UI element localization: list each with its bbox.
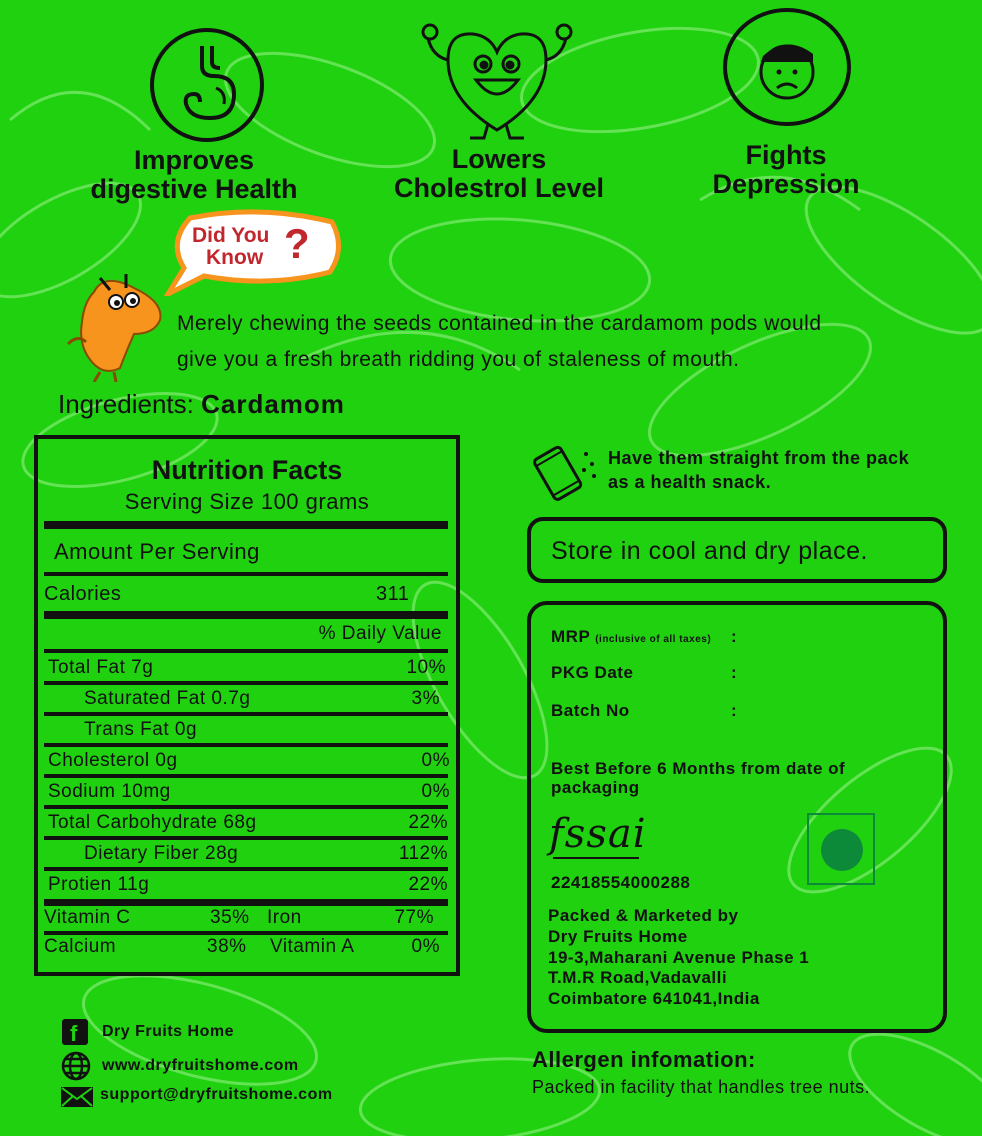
divider [44, 931, 448, 935]
benefit-line1: Improves [133, 145, 255, 175]
divider [44, 572, 448, 576]
batch-no-label: Batch No [551, 701, 630, 720]
fssai-logo: fssai [549, 811, 647, 857]
fssai-underline [553, 857, 639, 859]
stomach-icon [150, 28, 264, 142]
nutrient-value: 0% [421, 781, 450, 802]
divider-thick [44, 521, 448, 529]
divider [44, 805, 448, 809]
benefit-digestive [60, 146, 328, 204]
nutrient-label: Total Carbohydrate 68g [48, 812, 257, 833]
nutrition-facts-panel [34, 435, 460, 976]
serving-size: Serving Size 100 grams [124, 489, 370, 514]
question-mark-icon: ? [284, 220, 310, 267]
did-you-know-bubble [160, 208, 344, 296]
nutrient-label: Dietary Fiber 28g [84, 843, 239, 864]
benefit-line1: Fights [745, 140, 827, 170]
did-you-know-line2: Know [206, 246, 264, 269]
facebook-link[interactable]: Dry Fruits Home [102, 1023, 234, 1040]
storage-text: Store in cool and dry place. [551, 537, 868, 565]
divider [44, 836, 448, 840]
nutrient-label: Trans Fat 0g [84, 719, 198, 740]
email-link[interactable]: support@dryfruitshome.com [100, 1086, 333, 1103]
nutrient-label: Sodium 10mg [48, 781, 171, 802]
nutrient-value: 10% [406, 657, 446, 678]
fssai-number: 22418554000288 [551, 873, 691, 892]
ingredients-label: Ingredients: [58, 389, 194, 419]
storage-box [527, 517, 947, 583]
packed-line5: Coimbatore 641041,India [548, 989, 760, 1008]
snack-line1: Have them straight from the pack [608, 448, 910, 468]
benefit-cholestrol [364, 145, 634, 203]
best-before-line1: Best Before 6 Months from date of [551, 759, 846, 778]
website-link[interactable]: www.dryfruitshome.com [102, 1057, 299, 1074]
amount-per-serving: Amount Per Serving [54, 539, 260, 564]
vitamin-label: Calcium [44, 936, 117, 957]
mrp-note: (inclusive of all taxes) [595, 634, 712, 645]
veg-mark-icon [807, 813, 875, 885]
benefit-depression [690, 141, 882, 199]
vitamin-label: Vitamin A [270, 936, 355, 957]
best-before-line2: packaging [551, 778, 640, 797]
pkg-date-colon: : [731, 663, 738, 682]
mrp-label-text: MRP [551, 627, 590, 646]
divider [44, 867, 448, 871]
divider [44, 743, 448, 747]
divider [44, 774, 448, 778]
allergen-title: Allergen infomation: [532, 1047, 756, 1072]
nutrient-value: 3% [411, 688, 440, 709]
nutrient-label: Protien 11g [48, 874, 150, 895]
nutrient-value: 0% [421, 750, 450, 771]
did-you-know-line1: Did You [192, 224, 270, 247]
vitamin-value: 0% [411, 936, 440, 957]
benefit-line2: Depression [712, 169, 860, 199]
snack-pack-icon [528, 436, 600, 502]
divider [44, 649, 448, 653]
benefit-line1: Lowers [451, 144, 547, 174]
batch-no-colon: : [731, 701, 738, 720]
divider-thick [44, 611, 448, 619]
nutrient-value: 22% [408, 874, 448, 895]
heart-character-icon [418, 20, 576, 145]
mrp-colon: : [731, 627, 738, 646]
thinking-mascot-icon [64, 272, 168, 382]
divider [44, 681, 448, 685]
ingredients [58, 389, 345, 420]
calories-label: Calories [44, 583, 122, 605]
vitamin-label: Vitamin C [44, 907, 131, 928]
packed-line4: T.M.R Road,Vadavalli [548, 968, 728, 987]
vitamin-label: Iron [267, 907, 302, 928]
facebook-icon[interactable]: f [62, 1019, 88, 1045]
daily-value-header: % Daily Value [318, 623, 442, 644]
nutrient-label: Cholesterol 0g [48, 750, 178, 771]
ingredients-value: Cardamom [201, 389, 345, 419]
nutrient-value: 22% [408, 812, 448, 833]
vitamin-value: 38% [207, 936, 247, 957]
snack-line2: as a health snack. [608, 472, 772, 492]
vitamin-value: 35% [210, 907, 250, 928]
mail-icon[interactable] [60, 1086, 94, 1108]
pkg-date-label: PKG Date [551, 663, 634, 682]
nutrient-label: Total Fat 7g [48, 657, 154, 678]
fact-line1: Merely chewing the seeds contained in the cardamom pods would [177, 312, 822, 335]
benefit-line2: digestive Health [90, 174, 298, 204]
packed-line1: Packed & Marketed by [548, 906, 739, 925]
nutrient-label: Saturated Fat 0.7g [84, 688, 251, 709]
packed-line3: 19-3,Maharani Avenue Phase 1 [548, 948, 810, 967]
fact-line2: give you a fresh breath ridding you of staleness of mouth. [177, 348, 740, 371]
nutrition-title: Nutrition Facts [151, 455, 343, 485]
vitamin-value: 77% [394, 907, 434, 928]
divider [44, 712, 448, 716]
mrp-label [551, 627, 711, 647]
globe-icon[interactable] [60, 1050, 92, 1082]
allergen-text: Packed in facility that handles tree nuts. [532, 1077, 871, 1097]
divider-thick [44, 899, 448, 906]
sad-face-icon [723, 8, 851, 126]
packed-line2: Dry Fruits Home [548, 927, 688, 946]
benefit-line2: Cholestrol Level [393, 173, 605, 203]
nutrient-value: 112% [398, 843, 448, 864]
product-info-box [527, 601, 947, 1033]
calories-value: 311 [376, 583, 410, 605]
